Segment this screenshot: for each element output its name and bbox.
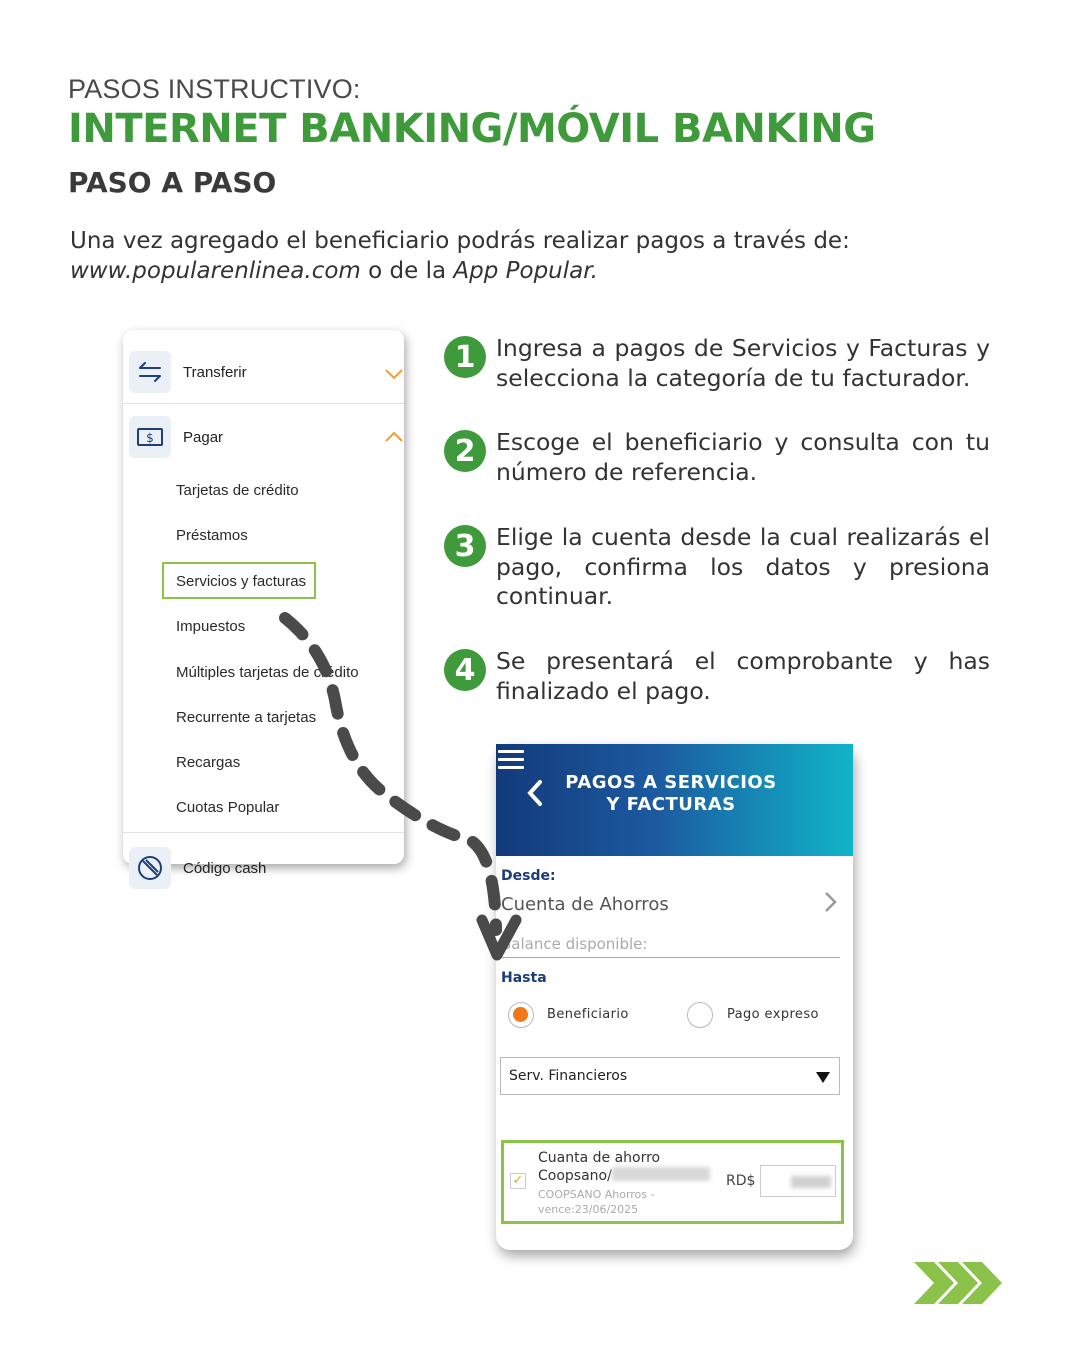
submenu-item-top-ups[interactable]: Recargas	[176, 754, 241, 771]
hamburger-menu-icon[interactable]	[498, 750, 524, 770]
step-number: 1	[444, 336, 486, 378]
step-text: Escoge el beneficiario y consulta con tu número de referencia.	[496, 428, 990, 486]
page-title: INTERNET BANKING/MÓVIL BANKING	[68, 106, 876, 152]
from-label: Desde:	[501, 868, 556, 884]
select-value: Serv. Financieros	[509, 1068, 628, 1084]
dropdown-arrow-icon	[815, 1070, 831, 1084]
redacted-account-number	[612, 1167, 710, 1181]
account-detail-line2: vence:23/06/2025	[538, 1203, 639, 1216]
chevron-right-icon[interactable]	[823, 890, 839, 914]
step-text: Ingresa a pagos de Servicios y Facturas y selecciona la categoría de tu facturador.	[496, 334, 990, 392]
redacted-amount	[791, 1176, 831, 1188]
phone-title-line1: PAGOS A SERVICIOS	[565, 772, 777, 793]
checkbox-account[interactable]: ✓	[510, 1173, 526, 1189]
radio-express-payment[interactable]	[687, 1002, 713, 1028]
step-number: 3	[444, 525, 486, 567]
pre-title: PASOS INSTRUCTIVO:	[68, 74, 361, 104]
step-number: 2	[444, 430, 486, 472]
submenu-item-taxes[interactable]: Impuestos	[176, 618, 246, 635]
arrows-swap-icon	[129, 351, 171, 393]
account-detail-line1: COOPSANO Ahorros -	[538, 1188, 655, 1201]
submenu-item-credit-cards[interactable]: Tarjetas de crédito	[176, 482, 299, 499]
svg-text:$: $	[146, 431, 154, 445]
account-card[interactable]	[501, 1140, 844, 1224]
amount-input[interactable]	[760, 1165, 836, 1197]
menu-screenshot	[123, 330, 404, 877]
step-text: Se presentará el comprobante y has finalizado el pago.	[496, 647, 990, 705]
intro-line: Una vez agregado el beneficiario podrás realizar pagos a través de:	[70, 228, 850, 254]
menu-item-pay[interactable]	[123, 407, 404, 467]
step-number: 4	[444, 649, 486, 691]
currency-label: RD$	[726, 1173, 756, 1189]
from-account-value[interactable]: Cuenta de Ahorros	[501, 894, 669, 915]
intro-text	[70, 226, 970, 286]
phone-title-line2: Y FACTURAS	[606, 794, 736, 815]
account-name-line1: Cuanta de ahorro	[538, 1150, 661, 1166]
submenu-item-recurring[interactable]: Recurrente a tarjetas	[176, 709, 317, 726]
website-link[interactable]: www.popularenlinea.com	[70, 258, 361, 284]
radio-beneficiary[interactable]	[508, 1002, 534, 1028]
to-label: Hasta	[501, 970, 547, 986]
submenu-item-loans[interactable]: Préstamos	[176, 527, 248, 544]
divider	[123, 403, 404, 404]
dollar-bill-icon	[129, 416, 171, 458]
submenu-item-popular-installments[interactable]: Cuotas Popular	[176, 799, 280, 816]
account-detail	[538, 1187, 655, 1217]
back-chevron-icon[interactable]	[524, 778, 546, 808]
menu-item-transfer[interactable]	[123, 342, 404, 402]
field-underline	[501, 957, 840, 958]
menu-item-label: Código cash	[183, 859, 267, 877]
category-select[interactable]	[500, 1057, 840, 1095]
menu-item-label: Pagar	[183, 428, 224, 446]
radio-label: Beneficiario	[547, 1007, 629, 1022]
chevron-down-icon[interactable]	[384, 368, 404, 380]
divider	[123, 832, 404, 833]
intro-connector: o de la	[360, 258, 454, 284]
phone-header	[496, 744, 853, 856]
phone-title	[556, 772, 786, 816]
forward-chevrons-icon	[912, 1258, 1006, 1308]
account-name-line2: Coopsano/	[538, 1168, 612, 1184]
no-card-icon	[129, 847, 171, 889]
app-name: App Popular.	[453, 258, 598, 284]
payment-screenshot	[496, 744, 853, 1250]
balance-label: Balance disponible:	[501, 935, 648, 953]
submenu-item-services-bills[interactable]: Servicios y facturas	[176, 573, 307, 590]
menu-item-label: Transferir	[183, 363, 247, 381]
menu-item-cash-code[interactable]	[123, 838, 404, 898]
submenu-item-multiple-cards[interactable]: Múltiples tarjetas de crédito	[176, 664, 359, 681]
step-text: Elige la cuenta desde la cual realizarás el pago, confirma los datos y presiona continuar.	[496, 523, 990, 610]
section-subtitle: PASO A PASO	[68, 166, 277, 199]
radio-label: Pago expreso	[727, 1007, 819, 1022]
chevron-up-icon[interactable]	[384, 431, 404, 443]
